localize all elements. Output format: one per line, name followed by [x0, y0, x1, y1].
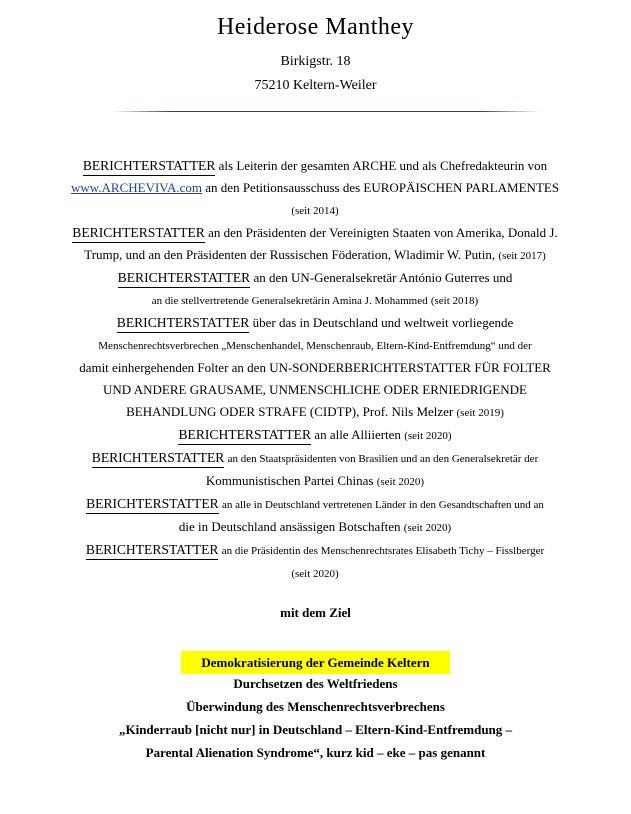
role-keyword: BERICHTERSTATTER — [72, 225, 205, 243]
goal-item: Parental Alienation Syndrome“, kurz kid – eke – pas genannt — [145, 745, 486, 760]
since-year: (seit 2020) — [291, 568, 339, 580]
goal-item: Überwindung des Menschenrechtsverbrechens — [186, 699, 445, 714]
reporter-entry — [14, 493, 616, 539]
reporter-entry — [14, 424, 616, 447]
entry-text: Kommunistischen Partei Chinas — [205, 473, 374, 488]
reporter-entry — [14, 267, 616, 312]
reporter-entry — [14, 447, 616, 493]
role-keyword: BERICHTERSTATTER — [86, 542, 219, 560]
entry-text: Menschenrechtsverbrechen „Menschenhandel, Menschenraub, Eltern-Kind-Entfremdung“ und der — [98, 340, 532, 352]
entry-text: Trump, und an den Präsidenten der Russischen Föderation, Wladimir W. Putin, — [84, 247, 496, 262]
reporter-list — [14, 155, 616, 585]
since-year: (seit 2020) — [376, 476, 425, 488]
entry-text: als Leiterin der gesamten ARCHE und als Chefredakteurin von — [218, 158, 548, 173]
goal-item: „Kinderraub [nicht nur] in Deutschland – Eltern-Kind-Entfremdung – — [118, 722, 513, 737]
entry-text: an den Petitionsausschuss des EUROPÄISCHEN PARLAMENTES — [205, 180, 560, 195]
since-year: (seit 2019) — [456, 407, 504, 419]
highlighted-goal: Demokratisierung der Gemeinde Keltern — [181, 651, 450, 674]
reporter-entry — [14, 539, 616, 585]
entry-text: BEHANDLUNG ODER STRAFE (CIDTP), Prof. Nils Melzer — [126, 404, 454, 419]
since-year: (seit 2020) — [404, 430, 452, 442]
entry-text: die in Deutschland ansässigen Botschaften — [178, 519, 401, 534]
entry-text: über das in Deutschland und weltweit vorliegende — [252, 315, 514, 330]
role-keyword: BERICHTERSTATTER — [117, 315, 250, 333]
entry-text: UND ANDERE GRAUSAME, UNMENSCHLICHE ODER ERNIEDRIGENDE — [103, 382, 527, 397]
website-link[interactable]: www.ARCHEVIVA.com — [70, 180, 203, 195]
entry-text: an den UN-Generalsekretär António Guterres und — [253, 270, 513, 285]
entry-text: an die Präsidentin des Menschenrechtsrates Elisabeth Tichy – Fisslberger — [221, 545, 545, 557]
role-keyword: BERICHTERSTATTER — [178, 427, 311, 445]
entry-text: an alle Alliierten — [314, 427, 401, 442]
role-keyword: BERICHTERSTATTER — [86, 496, 219, 514]
header-divider — [112, 111, 540, 112]
sender-street: Birkigstr. 18 — [280, 54, 351, 69]
goal-item: Durchsetzen des Weltfriedens — [233, 676, 398, 691]
entry-text: an die stellvertretende Generalsekretärin Amina J. Mohammed — [151, 295, 428, 307]
sender-name: Heiderose Manthey — [216, 14, 415, 40]
role-keyword: BERICHTERSTATTER — [118, 270, 251, 288]
sender-city: 75210 Keltern-Weiler — [254, 78, 377, 93]
since-year: (seit 2014) — [291, 205, 339, 217]
reporter-entry — [14, 155, 616, 222]
entry-text: an alle in Deutschland vertretenen Länder in den Gesandtschaften und an — [221, 499, 544, 511]
since-year: (seit 2018) — [430, 295, 479, 307]
entry-text: an den Staatspräsidenten von Brasilien und an den Generalsekretär der — [227, 453, 539, 465]
entry-text: an den Präsidenten der Vereinigten Staaten von Amerika, Donald J. — [208, 225, 558, 240]
since-year: (seit 2020) — [403, 522, 452, 534]
reporter-entry — [14, 312, 616, 424]
goal-intro: mit dem Ziel — [280, 605, 351, 620]
reporter-entry — [14, 222, 616, 267]
role-keyword: BERICHTERSTATTER — [92, 450, 225, 468]
role-keyword: BERICHTERSTATTER — [83, 158, 216, 176]
entry-text: damit einhergehenden Folter an den UN-SONDERBERICHTERSTATTER FÜR FOLTER — [79, 360, 551, 375]
since-year: (seit 2017) — [498, 250, 546, 262]
